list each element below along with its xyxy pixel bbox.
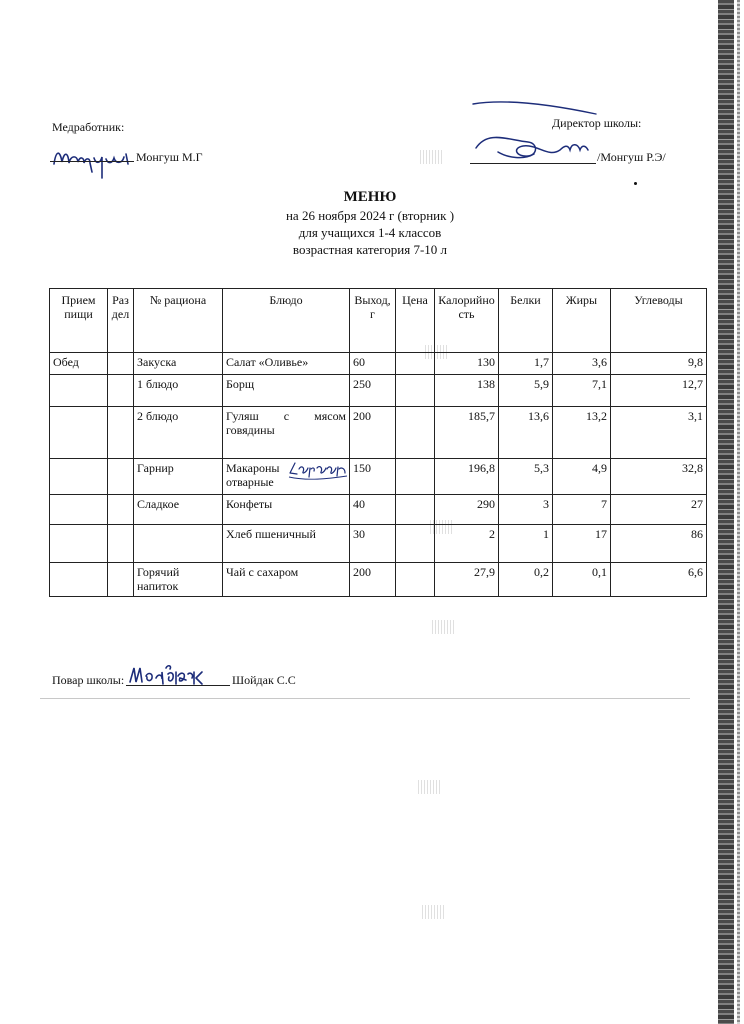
header-section: Раздел <box>108 289 134 353</box>
cell-carbs: 12,7 <box>611 375 707 407</box>
table-row <box>50 563 707 597</box>
cell-carbs: 9,8 <box>611 353 707 375</box>
cell-ration: Горячий напиток <box>134 563 223 597</box>
cell-section <box>108 459 134 495</box>
cell-proteins: 0,2 <box>499 563 553 597</box>
medworker-signature-line <box>50 161 134 162</box>
cell-calories: 27,9 <box>435 563 499 597</box>
cell-ration <box>134 525 223 563</box>
table-header-row <box>50 289 707 353</box>
cell-yield: 30 <box>350 525 396 563</box>
header-ration: № рациона <box>134 289 223 353</box>
cook-label: Повар школы: <box>52 673 125 687</box>
cell-fats: 7 <box>553 495 611 525</box>
menu-age-category: возрастная категория 7-10 л <box>292 242 448 257</box>
cell-price <box>396 563 435 597</box>
cell-calories: 185,7 <box>435 407 499 459</box>
cell-dish <box>223 459 350 495</box>
cell-meal <box>50 525 108 563</box>
cook-signature <box>126 660 236 692</box>
table-row <box>50 525 707 563</box>
ink-dot <box>634 182 637 185</box>
menu-title: МЕНЮ <box>343 189 397 205</box>
cell-dish: Салат «Оливье» <box>223 353 350 375</box>
cell-meal <box>50 495 108 525</box>
medworker-name: Монгуш М.Г <box>136 150 203 164</box>
header-calories: Калорийность <box>435 289 499 353</box>
cell-proteins: 3 <box>499 495 553 525</box>
scan-noise <box>420 150 442 164</box>
title-block <box>200 188 540 258</box>
cell-ration: Закуска <box>134 353 223 375</box>
cell-ration: Гарнир <box>134 459 223 495</box>
cell-dish: Хлеб пшеничный <box>223 525 350 563</box>
menu-table <box>49 288 707 597</box>
medworker-label: Медработник: <box>52 120 125 134</box>
cell-yield: 40 <box>350 495 396 525</box>
cell-carbs: 3,1 <box>611 407 707 459</box>
cook-name: Шойдак С.С <box>232 673 296 687</box>
cell-fats: 3,6 <box>553 353 611 375</box>
table-row <box>50 407 707 459</box>
cell-price <box>396 353 435 375</box>
cell-meal <box>50 407 108 459</box>
cell-price <box>396 375 435 407</box>
cell-section <box>108 353 134 375</box>
scan-edge-artifact <box>737 0 740 1024</box>
cell-proteins: 5,9 <box>499 375 553 407</box>
cell-calories: 138 <box>435 375 499 407</box>
cell-section <box>108 563 134 597</box>
director-label: Директор школы: <box>552 116 642 130</box>
cell-ration: Сладкое <box>134 495 223 525</box>
cell-fats: 13,2 <box>553 407 611 459</box>
cell-proteins: 1 <box>499 525 553 563</box>
cell-section <box>108 407 134 459</box>
cell-meal <box>50 459 108 495</box>
header-fats: Жиры <box>553 289 611 353</box>
header-carbs: Углеводы <box>611 289 707 353</box>
cell-dish: Борщ <box>223 375 350 407</box>
cook-signature-line <box>126 685 230 686</box>
cell-fats: 7,1 <box>553 375 611 407</box>
cell-carbs: 27 <box>611 495 707 525</box>
cell-meal <box>50 563 108 597</box>
menu-students: для учащихся 1-4 классов <box>298 225 442 240</box>
header-dish: Блюдо <box>223 289 350 353</box>
table-row <box>50 495 707 525</box>
director-signature <box>468 100 598 172</box>
cell-section <box>108 375 134 407</box>
scan-noise <box>432 620 454 634</box>
dish-text: Макароны отварные <box>226 461 280 489</box>
header-yield: Выход, г <box>350 289 396 353</box>
director-name: /Монгуш Р.Э/ <box>597 150 666 164</box>
scan-noise <box>418 780 440 794</box>
cell-carbs: 32,8 <box>611 459 707 495</box>
cell-calories: 196,8 <box>435 459 499 495</box>
cell-ration: 1 блюдо <box>134 375 223 407</box>
table-row <box>50 375 707 407</box>
handwritten-correction <box>287 459 349 481</box>
cell-meal <box>50 375 108 407</box>
cell-yield: 250 <box>350 375 396 407</box>
cell-price <box>396 407 435 459</box>
cell-calories: 290 <box>435 495 499 525</box>
cell-carbs: 6,6 <box>611 563 707 597</box>
scan-edge-artifact <box>718 0 734 1024</box>
cell-calories: 130 <box>435 353 499 375</box>
menu-date: на 26 ноября 2024 г (вторник ) <box>285 208 455 223</box>
header-meal: Прием пищи <box>50 289 108 353</box>
cell-fats: 0,1 <box>553 563 611 597</box>
cell-calories: 2 <box>435 525 499 563</box>
cell-yield: 150 <box>350 459 396 495</box>
table-row <box>50 459 707 495</box>
cell-dish: Чай с сахаром <box>223 563 350 597</box>
cell-price <box>396 459 435 495</box>
cell-fats: 17 <box>553 525 611 563</box>
cell-yield: 60 <box>350 353 396 375</box>
cell-yield: 200 <box>350 407 396 459</box>
cell-price <box>396 525 435 563</box>
scan-noise <box>422 905 444 919</box>
cell-dish: Конфеты <box>223 495 350 525</box>
cell-proteins: 1,7 <box>499 353 553 375</box>
cell-price <box>396 495 435 525</box>
table-row <box>50 353 707 375</box>
cell-proteins: 13,6 <box>499 407 553 459</box>
header-proteins: Белки <box>499 289 553 353</box>
cell-yield: 200 <box>350 563 396 597</box>
cell-proteins: 5,3 <box>499 459 553 495</box>
cell-meal: Обед <box>50 353 108 375</box>
director-signature-line <box>470 163 596 164</box>
cell-fats: 4,9 <box>553 459 611 495</box>
cell-dish: Гуляш с мясом говядины <box>223 407 350 459</box>
cell-ration: 2 блюдо <box>134 407 223 459</box>
header-price: Цена <box>396 289 435 353</box>
scan-line-artifact <box>40 698 690 699</box>
cell-section <box>108 495 134 525</box>
cell-carbs: 86 <box>611 525 707 563</box>
cell-section <box>108 525 134 563</box>
